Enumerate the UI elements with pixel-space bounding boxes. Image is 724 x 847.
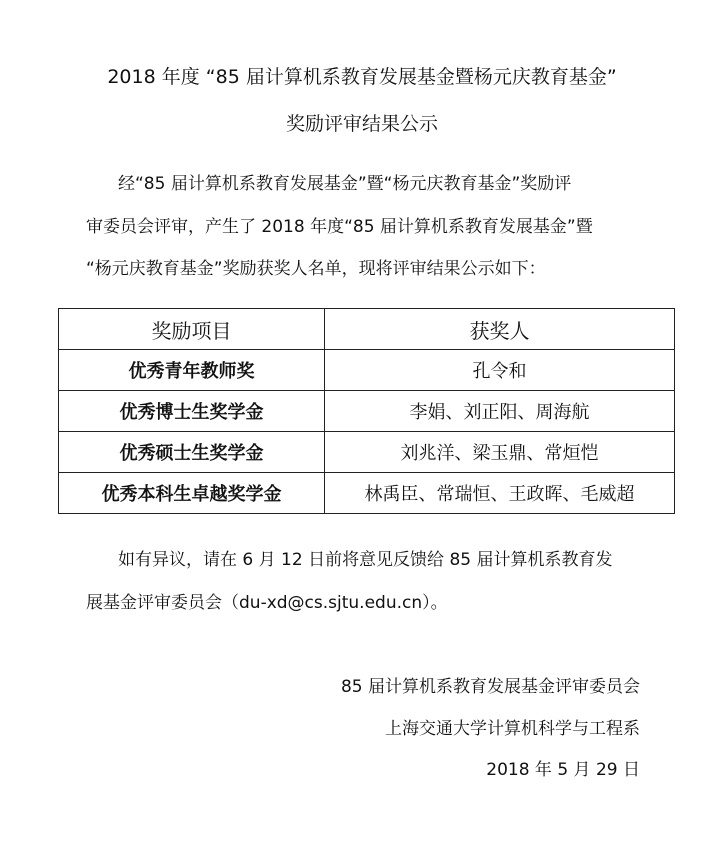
winners-cell: 李娟、刘正阳、周海航: [325, 391, 675, 432]
header-award-item: 奖励项目: [59, 309, 325, 350]
document-title-line1: 2018 年度 “85 届计算机系教育发展基金暨杨元庆教育基金”: [107, 66, 617, 88]
notice-line1: 如有异议，请在 6 月 12 日前将意见反馈给 85 届计算机系教育发: [118, 550, 613, 570]
table-row: [59, 473, 675, 514]
award-results-table: [58, 308, 675, 514]
intro-line3: “杨元庆教育基金”奖励获奖人名单，现将评审结果公示如下：: [86, 259, 546, 279]
winners-cell: 林禹臣、常瑞恒、王政晖、毛威超: [325, 473, 675, 514]
document-title-line2: 奖励评审结果公示: [285, 113, 438, 135]
award-item-cell: 优秀博士生奖学金: [59, 391, 325, 432]
award-item-cell: 优秀青年教师奖: [59, 350, 325, 391]
award-item-cell: 优秀硕士生奖学金: [59, 432, 325, 473]
signature-date: 2018 年 5 月 29 日: [486, 760, 640, 780]
signature-department: 上海交通大学计算机科学与工程系: [385, 719, 640, 739]
table-row: [59, 432, 675, 473]
winners-cell: 孔令和: [325, 350, 675, 391]
table-row: [59, 350, 675, 391]
signature-committee: 85 届计算机系教育发展基金评审委员会: [340, 677, 640, 697]
table-header-row: [59, 309, 675, 350]
intro-line1: 经“85 届计算机系教育发展基金”暨“杨元庆教育基金”奖励评: [118, 174, 572, 194]
table-row: [59, 391, 675, 432]
winners-cell: 刘兆洋、梁玉鼎、常烜恺: [325, 432, 675, 473]
notice-line2: 展基金评审委员会（du-xd@cs.sjtu.edu.cn）。: [86, 593, 448, 613]
intro-line2: 审委员会评审，产生了 2018 年度“85 届计算机系教育发展基金”暨: [86, 217, 593, 237]
award-item-cell: 优秀本科生卓越奖学金: [59, 473, 325, 514]
header-winners: 获奖人: [325, 309, 675, 350]
